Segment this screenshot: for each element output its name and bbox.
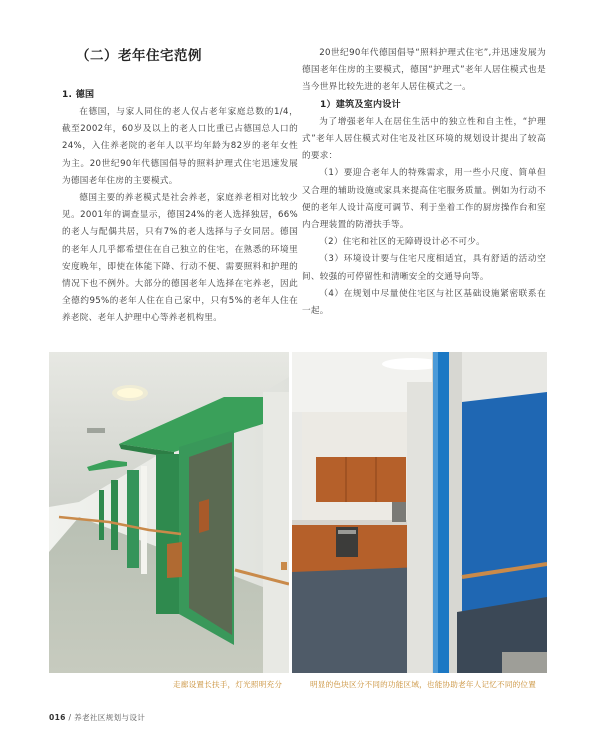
corridor-photo	[49, 352, 289, 673]
footer-separator: /	[68, 713, 72, 722]
photo-caption-left: 走廊设置长扶手，灯光照明充分	[173, 680, 283, 689]
page-number: 016	[49, 713, 66, 722]
kitchen-photo	[292, 352, 547, 673]
paragraph: 在德国，与家人同住的老人仅占老年家庭总数的1/4，截至2002年，60岁及以上的老人口比重已占德国总人口的24%，入住养老院的老年人以平均年龄为82岁的老年女性为主。20世纪90年代德国倡导的照料护理式住宅迅速发展为德国老年住房的主要模式。	[62, 107, 298, 186]
paragraph: （1）要迎合老年人的特殊需求，用一些小尺度、简单但又合理的辅助设施或家具来提高住宅服务质量。例如为行动不便的老年人设计高度可调节、利于坐着工作的厨房操作台和室内合理装置的防滑扶手等。	[302, 168, 546, 231]
section-title: （二）老年住宅范例	[76, 48, 202, 64]
paragraph: （2）住宅和社区的无障碍设计必不可少。	[319, 237, 486, 248]
paragraph: 德国主要的养老模式是社会养老，家庭养老相对比较少见。2001年的调查显示，德国24%的老人选择独居，66%的老人与配偶共居，只有7%的老人选择与子女同居。德国的老年人几乎都希望住在自己独立的住宅，在熟悉的环境里安度晚年，即使在体能下降、行动不便、需要照料和护理的情况下也不例外。大部分的德国老年人选择在宅养老，因此全德约95%的老年人住在自己家中，只有5%的老年人住在养老院、老年人护理中心等养老机构里。	[62, 193, 298, 324]
left-text-column	[62, 45, 298, 328]
photo-caption-right: 明显的色块区分不同的功能区域，也能协助老年人记忆不同的位置	[310, 680, 537, 689]
subheading-germany: 1. 德国	[62, 90, 95, 100]
paragraph: （3）环境设计要与住宅尺度相适宜，具有舒适的活动空间、较强的可停留性和清晰安全的交通导向等。	[302, 254, 546, 282]
page-footer	[49, 712, 145, 723]
book-title: 养老社区规划与设计	[74, 713, 146, 722]
right-text-column	[302, 45, 546, 320]
paragraph: （4）在规划中尽量使住宅区与社区基础设施紧密联系在一起。	[302, 288, 546, 317]
paragraph: 为了增强老年人在居住生活中的独立性和自主性，“护理式”老年人居住模式对住宅及社区环境的规划设计提出了较高的要求：	[302, 116, 546, 162]
subheading-architecture: 1）建筑及室内设计	[320, 99, 401, 110]
intro-paragraph: 20世纪90年代德国倡导“照料护理式住宅”,并迅速发展为德国老年住房的主要模式，德国“护理式”老年人居住模式也是当今世界比较先进的老年人居住模式之一。	[302, 48, 546, 93]
